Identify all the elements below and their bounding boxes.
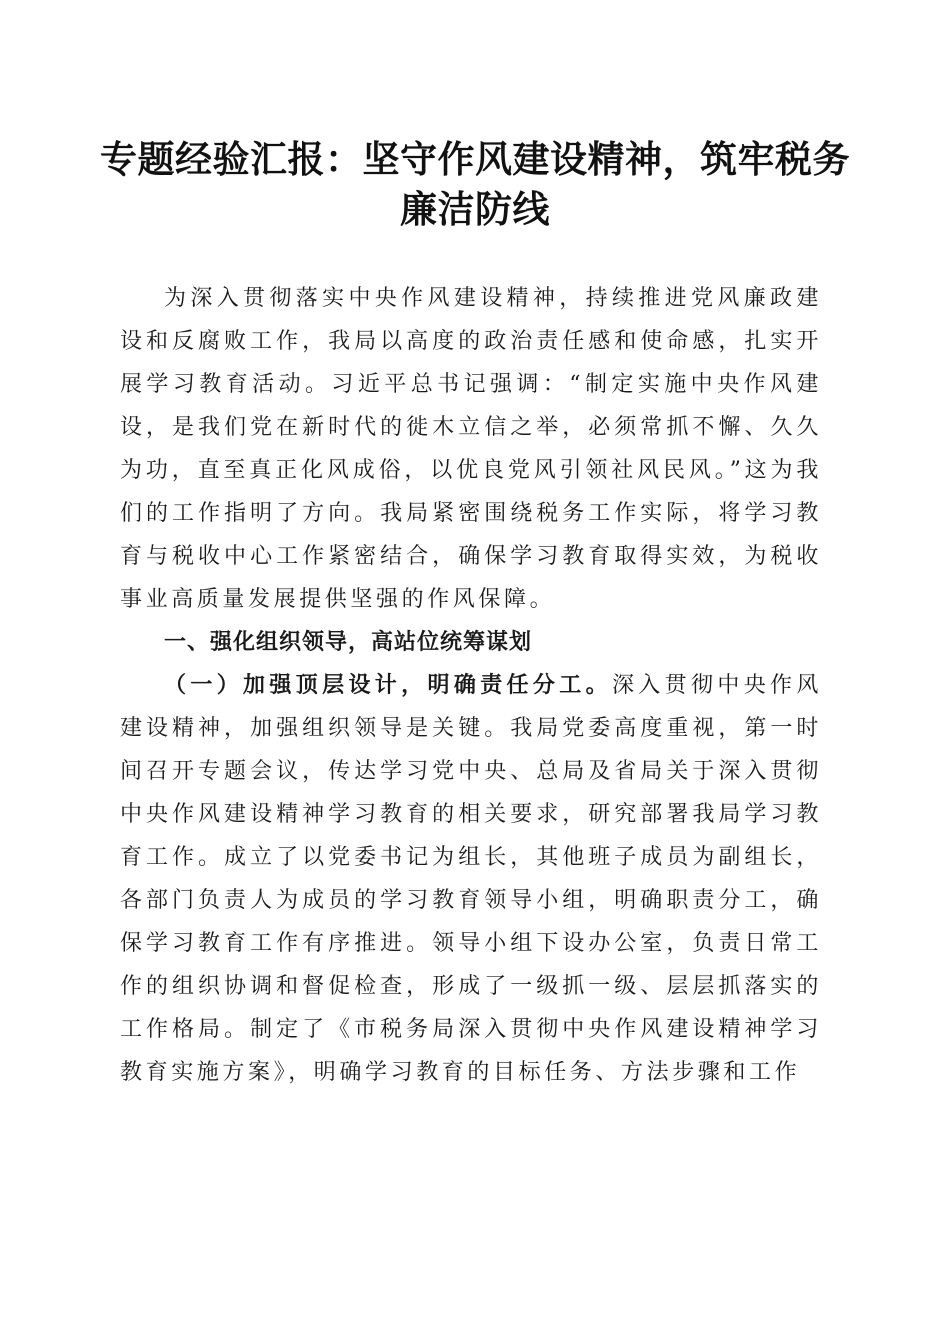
subsection-text: 深入贯彻中央作风建设精神，加强组织领导是关键。我局党委高度重视，第一时间召开专题会议，传达学习党中央、总局及省局关于深入贯彻中央作风建设精神学习教育的相关要求，研究部署我局学习教育工作。成立了以党委书记为组长，其他班子成员为副组长，各部门负责人为成员的学习教育领导小组，明确职责分工，确保学习教育工作有序推进。领导小组下设办公室，负责日常工作的组织协调和督促检查，形成了一级抓一级、层层抓落实的工作格局。制定了《市税务局深入贯彻中央作风建设精神学习教育实施方案》，明确学习教育的目标任务、方法步骤和工作 [120, 673, 822, 1085]
subsection-paragraph [120, 664, 822, 1094]
intro-paragraph: 为深入贯彻落实中央作风建设精神，持续推进党风廉政建设和反腐败工作，我局以高度的政治责任感和使命感，扎实开展学习教育活动。习近平总书记强调：“制定实施中央作风建设，是我们党在新时代的徙木立信之举，必须常抓不懈、久久为功，直至真正化风成俗，以优良党风引领社风民风。”这为我们的工作指明了方向。我局紧密围绕税务工作实际，将学习教育与税收中心工作紧密结合，确保学习教育取得实效，为税收事业高质量发展提供坚强的作风保障。 [120, 286, 822, 612]
subsection-lead: （一）加强顶层设计，明确责任分工。 [164, 672, 612, 698]
document-title [100, 134, 850, 234]
title-line-1: 专题经验汇报：坚守作风建设精神，筑牢税务 [100, 137, 850, 181]
section-heading: 一、强化组织领导，高站位统筹谋划 [164, 630, 533, 655]
document-body [120, 277, 822, 1094]
title-line-2: 廉洁防线 [400, 187, 550, 231]
